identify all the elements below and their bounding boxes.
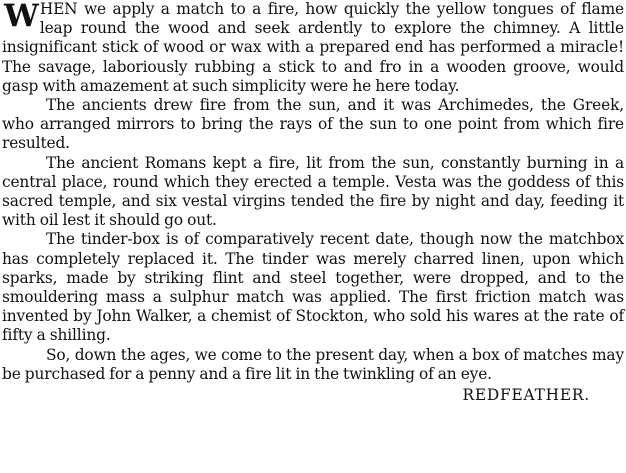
paragraph-3: The ancient Romans kept a fire, lit from the sun, constantly burning in a central place, round which they erected a temple. Vesta was the goddess of this sacred temple, and six vestal virgins tended the fire by night and day, feeding it with oil lest it should go out. <box>2 153 624 230</box>
paragraph-1-text: HEN we apply a match to a fire, how quickly the yellow tongues of flame leap round the wood and seek ardently to explore the chimney. A little insignificant stick of wood or wax with a prepared end has performed a miracle! The savage, laboriously rubbing a stick to and fro in a wooden groove, would gasp with amazement at such simplicity were he here today. <box>2 0 624 95</box>
newspaper-clipping <box>2 0 624 473</box>
paragraph-2: The ancients drew fire from the sun, and it was Archimedes, the Greek, who arranged mirrors to bring the rays of the sun to one point from which fire resulted. <box>2 96 624 153</box>
paragraph-1 <box>2 0 624 96</box>
author-signature: REDFEATHER. <box>462 386 590 405</box>
paragraph-5: So, down the ages, we come to the present day, when a box of matches may be purchased for a penny and a fire lit in the twinkling of an eye. <box>2 345 624 383</box>
paragraph-4: The tinder-box is of comparatively recent date, though now the matchbox has completely replaced it. The tinder was merely charred linen, upon which sparks, made by striking flint and steel together, were dropped, and to the smouldering mass a sulphur match was applied. The first friction match was invented by John Walker, a chemist of Stockton, who sold his wares at the rate of fifty a shilling. <box>2 230 624 345</box>
drop-cap: W <box>4 0 38 34</box>
